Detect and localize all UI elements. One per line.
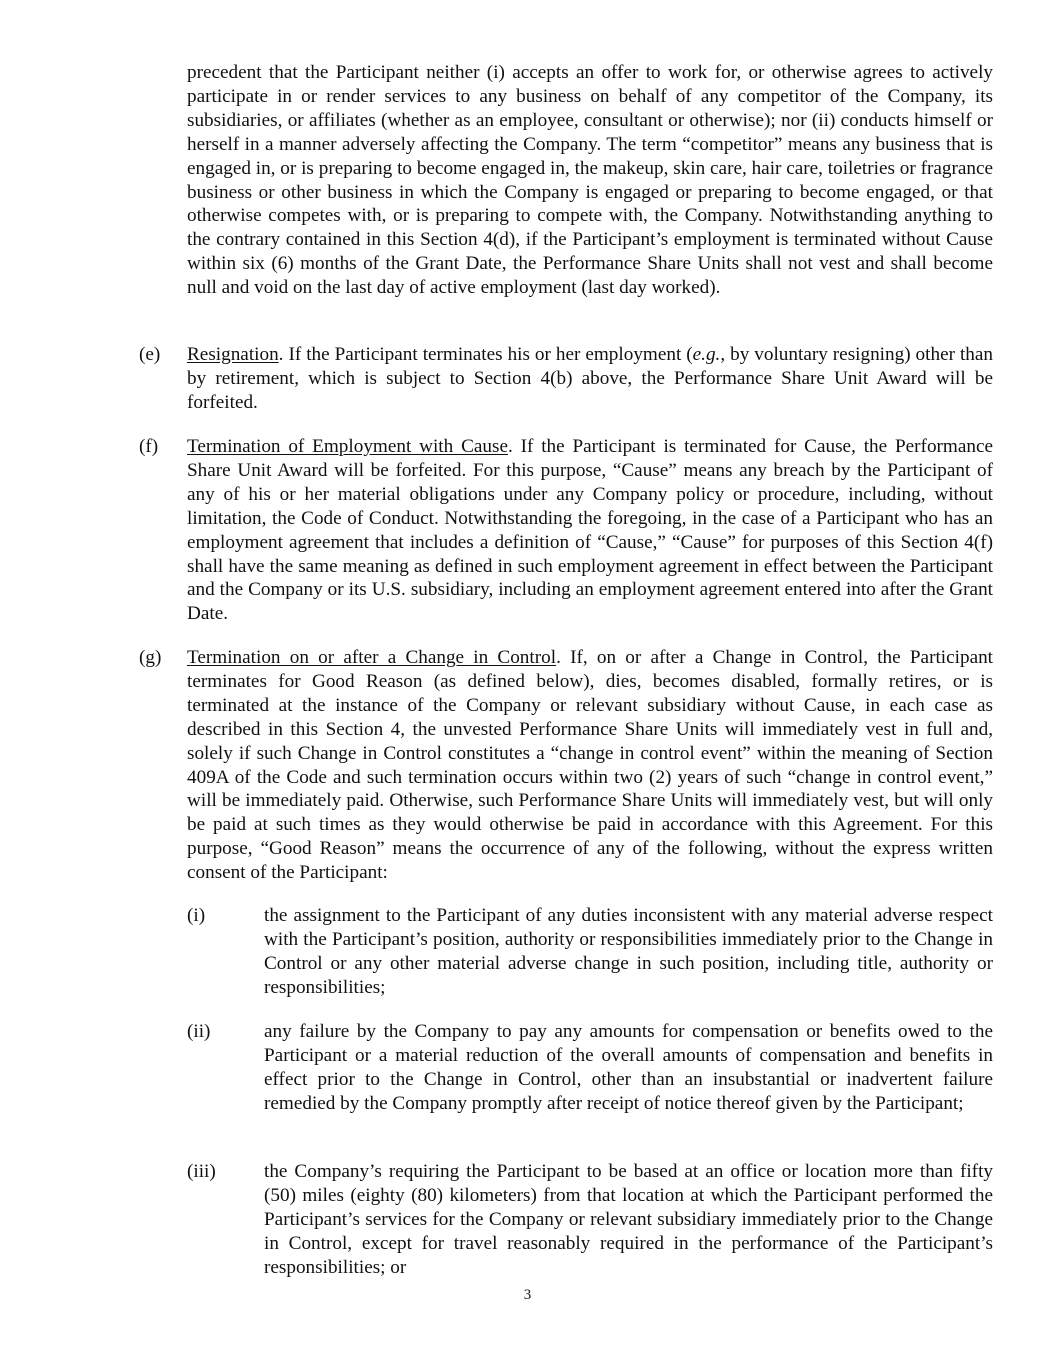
section-g-label: (g) xyxy=(139,647,162,668)
section-f-heading: Termination of Employment with Cause xyxy=(187,436,508,457)
section-g-heading: Termination on or after a Change in Control xyxy=(187,647,557,668)
section-g-subitem-iii xyxy=(187,1160,993,1280)
section-g-subitem-ii xyxy=(187,1020,993,1116)
section-g-subitem-i xyxy=(187,904,993,1000)
subitem-ii-text: any failure by the Company to pay any amounts for compensation or benefits owed to the Participant or a material reduction of the overall amounts of compensation and benefits in effect prior to the Change in Control, other than an insubstantial or inadvertent failure remedied by the Company promptly after receipt of notice thereof given by the Participant; xyxy=(264,1021,993,1114)
subitem-ii-label: (ii) xyxy=(187,1021,211,1042)
section-g-body xyxy=(187,646,993,885)
section-e-text-1: . If the Participant terminates his or her employment ( xyxy=(278,344,693,365)
section-f-label: (f) xyxy=(139,436,159,457)
section-e-text-2: , by voluntary resigning) other than by retirement, which is subject to Section 4(b) above, the Performance Share Unit Award will be forfeited. xyxy=(187,344,993,413)
section-e-heading: Resignation xyxy=(187,344,279,365)
subitem-iii-text: the Company’s requiring the Participant to be based at an office or location more than fifty (50) miles (eighty (80) kilometers) from that location at which the Participant performed the Participant’s services for the Company or relevant subsidiary immediately prior to the Change in Control, except for travel reasonably required in the performance of the Participant’s responsibilities; or xyxy=(264,1161,993,1278)
subitem-i-label: (i) xyxy=(187,905,206,926)
section-f-body xyxy=(187,435,993,626)
section-f-text: . If the Participant is terminated for Cause, the Performance Share Unit Award will be forfeited. For this purpose, “Cause” means any breach by the Participant of any of his or her material obligations under any Company policy or procedure, including, without limitation, the Code of Conduct. Notwithstanding the foregoing, in the case of a Participant who has an employment agreement that includes a definition of “Cause,” “Cause” for purposes of this Section 4(f) shall have the same meaning as defined in such employment agreement in effect between the Participant and the Company or its U.S. subsidiary, including an employment agreement entered into after the Grant Date. xyxy=(187,436,993,625)
subitem-i-text: the assignment to the Participant of any duties inconsistent with any material adverse respect with the Participant’s position, authority or responsibilities immediately prior to the Change in Control or any other material adverse change in such position, including title, authority or responsibilities; xyxy=(264,905,993,998)
section-e-body xyxy=(187,343,993,415)
continuation-paragraph: precedent that the Participant neither (i) accepts an offer to work for, or otherwise agrees to actively participate in or render services to any business on behalf of any competitor of the Company, its subsidiaries, or affiliates (whether as an employee, consultant or otherwise); nor (ii) conducts himself or herself in a manner adversely affecting the Company. The term “competitor” means any business that is engaged in, or is preparing to become engaged in, the makeup, skin care, hair care, toiletries or fragrance business or other business in which the Company is engaged or preparing to become engaged, or that otherwise competes with, or is preparing to compete with, the Company. Notwithstanding anything to the contrary contained in this Section 4(d), if the Participant’s employment is terminated without Cause within six (6) months of the Grant Date, the Performance Share Units shall not vest and shall become null and void on the last day of active employment (last day worked). xyxy=(187,62,993,299)
section-e-label: (e) xyxy=(139,344,161,365)
section-f xyxy=(139,435,993,626)
subitem-iii-label: (iii) xyxy=(187,1161,216,1182)
section-e xyxy=(139,343,993,415)
section-e-italic: e.g. xyxy=(692,344,721,365)
section-g xyxy=(139,646,993,885)
page-number: 3 xyxy=(523,1287,532,1303)
section-g-text: . If, on or after a Change in Control, the Participant terminates for Good Reason (as defined below), dies, becomes disabled, formally retires, or is terminated at the instance of the Company or relevant subsidiary without Cause, in each case as described in this Section 4, the unvested Performance Share Units will immediately vest in full and, solely if such Change in Control constitutes a “change in control event” within the meaning of Section 409A of the Code and such termination occurs within two (2) years of such “change in control event,” will be immediately paid. Otherwise, such Performance Share Units will immediately vest, but will only be paid at such times as they would otherwise be paid in accordance with this Agreement. For this purpose, “Good Reason” means the occurrence of any of the following, without the express written consent of the Participant: xyxy=(187,647,994,884)
